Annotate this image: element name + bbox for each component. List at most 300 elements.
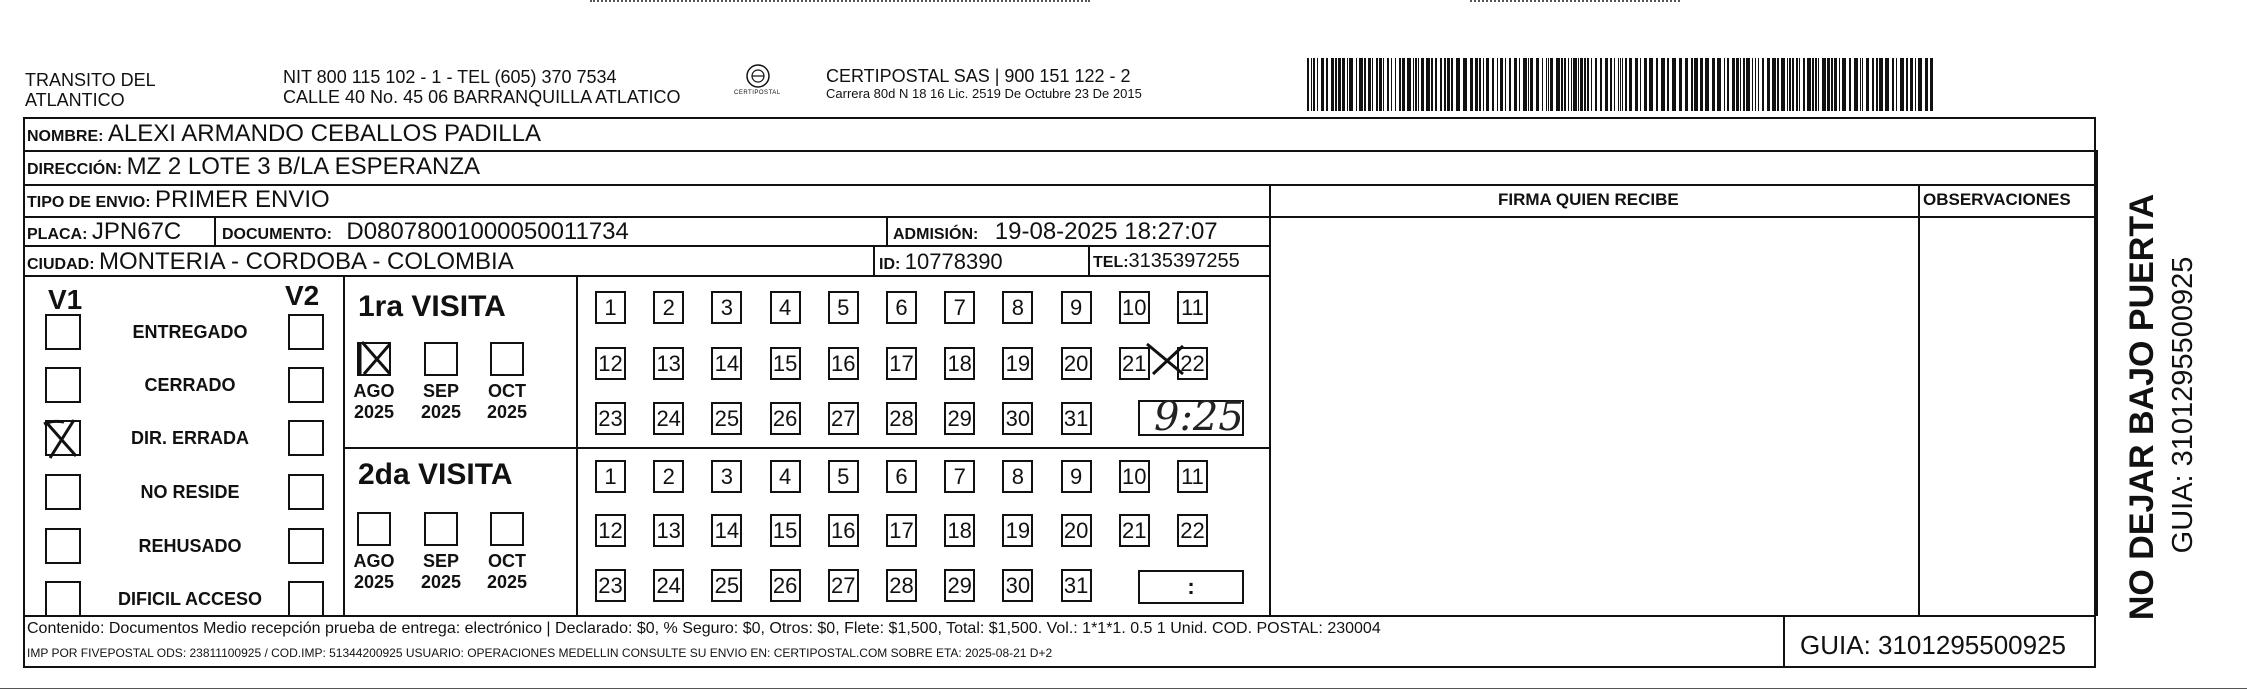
barcode-bar [1399,58,1401,111]
barcode-bar [1505,58,1506,111]
barcode-bar [1700,58,1703,111]
barcode-bar [1755,58,1756,111]
day-9-box[interactable]: 9 [1061,460,1092,493]
day-21-strike-mark [1143,340,1189,380]
barcode-bar [1762,58,1764,111]
barcode-bar [1528,58,1529,111]
side-guia: GUIA: 3101295500925 [2167,256,2199,554]
id-label: ID: [879,256,901,273]
barcode-bar [1415,58,1417,111]
admision-field [893,218,1218,246]
day-3-box[interactable]: 3 [711,460,742,493]
barcode-bar [1831,58,1833,111]
day-22-box[interactable]: 22 [1177,514,1208,547]
barcode-bar [1862,58,1863,111]
barcode-bar [1321,58,1324,111]
barcode-bar [1872,58,1874,111]
firma-header: FIRMA QUIEN RECIBE [1498,190,1679,209]
day-29-box[interactable]: 29 [944,402,975,435]
barcode-bar [1925,58,1928,111]
barcode-bar [1910,58,1913,111]
direccion-row [27,153,480,181]
month-label [480,381,534,423]
barcode-bar [1509,58,1511,111]
second-visit-title: 2da VISITA [358,458,513,491]
barcode-bar [1500,58,1503,111]
barcode-bar [1614,58,1615,111]
barcode-bar [1317,58,1318,111]
day-17-box[interactable]: 17 [886,514,917,547]
barcode-bar [1313,58,1315,111]
barcode-bar [1724,58,1725,111]
barcode-bar [1530,58,1533,111]
month-name: SEP [422,381,460,401]
barcode-bar [1812,58,1814,111]
placa-field [27,218,181,246]
barcode-bar [1767,58,1770,111]
documento-value: D08078001000050011734 [346,218,629,245]
month-year: 2025 [486,572,528,592]
month-label [414,551,468,593]
barcode-bar [1335,58,1337,111]
barcode-bar [1413,58,1414,111]
license-line: Carrera 80d N 18 16 Lic. 2519 De Octubre 23 De 2015 [826,86,1142,101]
barcode-bar [1421,58,1424,111]
barcode-bar [1649,58,1653,111]
day-5-box[interactable]: 5 [828,291,859,324]
barcode-bar [1379,58,1382,111]
barcode-bar [1758,58,1759,111]
day-9-box[interactable]: 9 [1061,291,1092,324]
barcode-bar [1546,58,1547,111]
barcode-bar [1407,58,1411,111]
id-field [879,249,1003,275]
barcode-bar [1635,58,1638,111]
dir-errada-check-mark [40,416,80,460]
barcode-bar [1514,58,1517,111]
nit-line: NIT 800 115 102 - 1 - TEL (605) 370 7534 [283,67,617,87]
tipo-envio-row [27,186,330,214]
barcode-bar [1740,58,1741,111]
day-20-box[interactable]: 20 [1061,347,1092,380]
barcode-bar [1568,58,1569,111]
day-23-box[interactable]: 23 [595,402,626,435]
month-label [480,551,534,593]
top-edge-marks [590,0,1090,5]
v2-header: V2 [285,280,320,311]
barcode-bar [1625,58,1627,111]
barcode-bar [1395,58,1396,111]
tel-field [1093,250,1240,273]
barcode-bar [1486,58,1489,111]
documento-label: DOCUMENTO: [222,226,332,243]
barcode-bar [1497,58,1498,111]
barcode-bar [1444,58,1446,111]
month-label [414,381,468,423]
barcode-bar [1827,58,1830,111]
status-label: ENTREGADO [132,322,248,342]
barcode-bar [1712,58,1715,111]
month-name: AGO [353,551,395,571]
barcode-bar [1331,58,1334,111]
v2-checkbox[interactable] [288,581,324,617]
barcode-bar [1338,58,1341,111]
barcode-bar [1885,58,1889,111]
day-7-box[interactable]: 7 [944,460,975,493]
barcode-bar [1610,58,1612,111]
day-27-box[interactable]: 27 [828,569,859,602]
barcode-bar [1803,58,1805,111]
barcode-bar [1456,58,1460,111]
footer-guia: GUIA: 3101295500925 [1800,630,2066,660]
tel-value: 3135397255 [1128,250,1240,272]
barcode-bar [1736,58,1739,111]
day-26-box[interactable]: 26 [770,569,801,602]
barcode-bar [1475,58,1478,111]
v2-checkbox[interactable] [288,474,324,510]
day-2-box[interactable]: 2 [653,291,684,324]
barcode-bar [1906,58,1908,111]
barcode-bar [1402,58,1405,111]
day-20-box[interactable]: 20 [1061,514,1092,547]
day-8-box[interactable]: 8 [1002,291,1033,324]
barcode-bar [1818,58,1819,111]
barcode-bar [1311,58,1312,111]
month-checkbox[interactable] [357,512,391,546]
admision-value: 19-08-2025 18:27:07 [994,218,1218,245]
barcode-bar [1717,58,1721,111]
day-10-box[interactable]: 10 [1119,291,1150,324]
day-3-box[interactable]: 3 [711,291,742,324]
barcode-bar [1347,58,1348,111]
month-year: 2025 [420,572,462,592]
tipo-envio-label: TIPO DE ENVIO: [27,194,151,211]
month-checkbox[interactable] [490,512,524,546]
month-year: 2025 [486,402,528,422]
ciudad-field [27,248,514,276]
month-label [347,381,401,423]
first-visit-title: 1ra VISITA [358,290,506,323]
barcode-bar [1492,58,1494,111]
barcode-bar [1705,58,1709,111]
placa-label: PLACA: [27,226,88,243]
day-18-box[interactable]: 18 [944,514,975,547]
page-bottom-rule [0,688,2247,689]
day-25-box[interactable]: 25 [711,569,742,602]
month-name: SEP [422,551,460,571]
day-13-box[interactable]: 13 [653,347,684,380]
barcode-bar [1815,58,1817,111]
month-checkbox[interactable] [424,342,458,376]
barcode-bar [1600,58,1602,111]
day-25-box[interactable]: 25 [711,402,742,435]
day-26-box[interactable]: 26 [770,402,801,435]
barcode-bar [1523,58,1527,111]
imp-line: IMP POR FIVEPOSTAL ODS: 23811100925 / COD.IMP: 51344200925 USUARIO: OPERACIONES MEDELLIN CONSULTE SU ENVIO EN: CERTIPOSTAL.COM SOBRE ETA: 2025-08-21 D+2 [27,646,1053,660]
day-16-box[interactable]: 16 [828,347,859,380]
day-21-box[interactable]: 21 [1119,514,1150,547]
day-13-box[interactable]: 13 [653,514,684,547]
barcode-bar [1440,58,1442,111]
barcode-bar [1629,58,1632,111]
barcode-bar [1930,58,1933,111]
address-line: CALLE 40 No. 45 06 BARRANQUILLA ATLATICO [283,87,681,107]
issuer-contact [283,67,681,107]
day-31-box[interactable]: 31 [1061,402,1092,435]
barcode-bar [1879,58,1883,111]
barcode-bar [1542,58,1543,111]
logo-text: CERTIPOSTAL [734,90,781,96]
barcode-bar [1578,58,1579,111]
barcode-bar [1781,58,1785,111]
company-info [826,66,1142,102]
barcode-bar [1605,58,1608,111]
day-2-box[interactable]: 2 [653,460,684,493]
day-17-box[interactable]: 17 [886,347,917,380]
day-5-box[interactable]: 5 [828,460,859,493]
day-14-box[interactable]: 14 [711,347,742,380]
day-30-box[interactable]: 30 [1002,402,1033,435]
barcode-bar [1679,58,1682,111]
month-label [347,551,401,593]
barcode-bar [1656,58,1658,111]
barcode-bar [1376,58,1378,111]
day-27-box[interactable]: 27 [828,402,859,435]
day-7-box[interactable]: 7 [944,291,975,324]
barcode-bar [1580,58,1583,111]
ciudad-value: MONTERIA - CORDOBA - COLOMBIA [99,248,514,275]
barcode-bar [1900,58,1904,111]
day-12-box[interactable]: 12 [595,347,626,380]
barcode-bar [1667,58,1669,111]
first-visit-time-box [1138,394,1244,440]
barcode-bar [1359,58,1363,111]
day-16-box[interactable]: 16 [828,514,859,547]
status-label: DIR. ERRADA [130,428,249,448]
day-11-box[interactable]: 11 [1177,291,1208,324]
barcode-bar [1536,58,1539,111]
id-value: 10778390 [904,249,1003,274]
barcode-bar [1685,58,1688,111]
day-19-box[interactable]: 19 [1002,514,1033,547]
barcode-bar [1822,58,1826,111]
barcode-bar [1479,58,1481,111]
month-name: OCT [488,381,526,401]
month-name: OCT [488,551,526,571]
side-warning: NO DEJAR BAJO PUERTA [2123,193,2161,621]
status-label: REHUSADO [138,536,242,556]
day-21-box[interactable]: 21 [1119,347,1150,380]
barcode-bar [1789,58,1791,111]
month-year: 2025 [353,402,395,422]
barcode-bar [1591,58,1592,111]
day-30-box[interactable]: 30 [1002,569,1033,602]
second-visit-time-box: : [1138,570,1244,604]
v1-checkbox[interactable] [45,314,81,350]
barcode-bar [1470,58,1473,111]
day-4-box[interactable]: 4 [770,291,801,324]
day-22-box[interactable]: 22 [1177,347,1208,380]
barcode-bar [1595,58,1597,111]
barcode-bar [1860,58,1861,111]
barcode-bar [1732,58,1735,111]
day-4-box[interactable]: 4 [770,460,801,493]
barcode-bar [1746,58,1750,111]
day-11-box[interactable]: 11 [1177,460,1208,493]
barcode-bar [1372,58,1373,111]
admision-label: ADMISIÓN: [893,226,979,243]
barcode-bar [1451,58,1453,111]
day-15-box[interactable]: 15 [770,347,801,380]
barcode-bar [1792,58,1794,111]
v1-checkbox[interactable] [45,581,81,617]
day-24-box[interactable]: 24 [653,402,684,435]
barcode-bar [1915,58,1916,111]
barcode-bar [1418,58,1419,111]
barcode-bar [1426,58,1430,111]
barcode-bar [1727,58,1729,111]
barcode-bar [1620,58,1621,111]
observaciones-header: OBSERVACIONES [1923,190,2071,209]
barcode-bar [1326,58,1328,111]
barcode-bar [1519,58,1520,111]
v2-checkbox[interactable] [288,420,324,456]
month-year: 2025 [420,402,462,422]
barcode-bar [1743,58,1745,111]
barcode-bar [1573,58,1577,111]
nombre-label: NOMBRE: [27,128,104,145]
barcode-bar [1556,58,1560,111]
direccion-label: DIRECCIÓN: [27,161,123,178]
v2-checkbox[interactable] [288,314,324,350]
barcode-bar [1918,58,1922,111]
barcode-bar [1383,58,1384,111]
day-12-box[interactable]: 12 [595,514,626,547]
company-line: CERTIPOSTAL SAS | 900 151 122 - 2 [826,66,1131,86]
direccion-value: MZ 2 LOTE 3 B/LA ESPERANZA [126,153,481,180]
placa-value: JPN67C [91,218,182,245]
month-checkbox[interactable] [424,512,458,546]
barcode-bar [1391,58,1392,111]
month-name: AGO [353,381,395,401]
barcode-bar [1368,58,1371,111]
barcode-bar [1622,58,1623,111]
barcode-bar [1691,58,1693,111]
barcode-bar [1447,58,1450,111]
barcode-bar [1644,58,1647,111]
barcode-bar [1349,58,1353,111]
barcode-bar [1896,58,1897,111]
nombre-row [27,120,541,148]
day-6-box[interactable]: 6 [886,460,917,493]
issuer-line-1: TRANSITO DEL [25,70,156,90]
documento-field [222,218,629,246]
month-checkbox[interactable] [490,342,524,376]
top-edge-marks-right [1470,0,1680,5]
day-8-box[interactable]: 8 [1002,460,1033,493]
day-31-box[interactable]: 31 [1061,569,1092,602]
barcode-bar [1435,58,1437,111]
certipostal-logo [734,63,781,103]
day-1-box[interactable]: 1 [595,460,626,493]
barcode-bar [1799,58,1800,111]
barcode-bar [1431,58,1433,111]
barcode-bar [1561,58,1563,111]
v2-checkbox[interactable] [288,528,324,564]
barcode-bar [1777,58,1779,111]
barcode-bar [1834,58,1837,111]
barcode-bar [1807,58,1811,111]
day-18-box[interactable]: 18 [944,347,975,380]
v1-checkbox[interactable] [45,474,81,510]
barcode-bar [1356,58,1357,111]
day-29-box[interactable]: 29 [944,569,975,602]
barcode [1305,58,1939,111]
barcode-bar [1548,58,1549,111]
nombre-value: ALEXI ARMANDO CEBALLOS PADILLA [107,120,541,147]
barcode-bar [1307,58,1309,111]
barcode-bar [1587,58,1589,111]
ciudad-label: CIUDAD: [27,256,95,273]
issuer-name [25,70,156,110]
delivery-card [23,117,2096,668]
barcode-bar [1564,58,1566,111]
day-15-box[interactable]: 15 [770,514,801,547]
v1-checkbox[interactable] [45,528,81,564]
barcode-bar [1364,58,1366,111]
barcode-bar [1839,58,1840,111]
tel-label: TEL: [1093,254,1129,271]
status-label: NO RESIDE [140,482,240,502]
barcode-bar [1772,58,1776,111]
barcode-bar [1387,58,1389,111]
tipo-envio-value: PRIMER ENVIO [155,186,330,213]
barcode-bar [1483,58,1484,111]
v1-header: V1 [48,284,83,315]
barcode-bar [1550,58,1553,111]
barcode-bar [1618,58,1619,111]
day-24-box[interactable]: 24 [653,569,684,602]
barcode-bar [1849,58,1851,111]
month-year: 2025 [353,572,395,592]
day-6-box[interactable]: 6 [886,291,917,324]
status-label: CERRADO [144,375,236,395]
barcode-bar [1854,58,1858,111]
day-23-box[interactable]: 23 [595,569,626,602]
day-28-box[interactable]: 28 [886,569,917,602]
v2-checkbox[interactable] [288,367,324,403]
day-1-box[interactable]: 1 [595,291,626,324]
barcode-bar [1787,58,1788,111]
day-28-box[interactable]: 28 [886,402,917,435]
barcode-bar [1866,58,1869,111]
barcode-bar [1694,58,1698,111]
barcode-bar [1640,58,1641,111]
barcode-bar [1661,58,1665,111]
ago-check-mark [356,338,396,378]
barcode-bar [1342,58,1345,111]
barcode-bar [1672,58,1676,111]
status-label: DIFICIL ACCESO [117,589,262,609]
barcode-bar [1463,58,1467,111]
barcode-bar [1752,58,1753,111]
v1-checkbox[interactable] [45,367,81,403]
barcode-bar [1571,58,1572,111]
day-10-box[interactable]: 10 [1119,460,1150,493]
day-19-box[interactable]: 19 [1002,347,1033,380]
barcode-bar [1584,58,1586,111]
day-14-box[interactable]: 14 [711,514,742,547]
